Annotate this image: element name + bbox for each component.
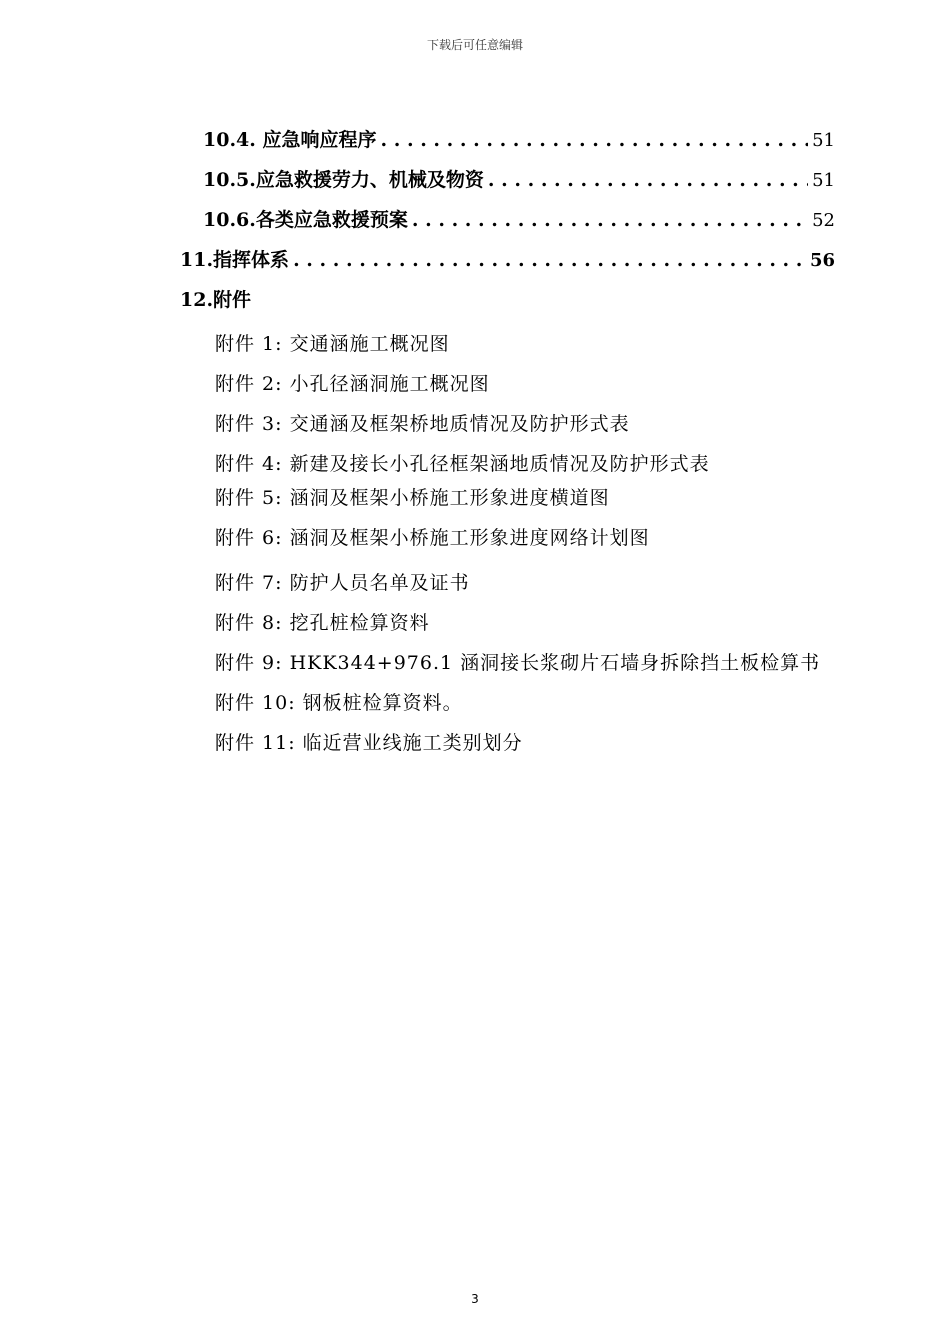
attachment-item: 附件 8: 挖孔桩检算资料 (215, 612, 430, 634)
toc-entry-page: 52 (812, 210, 835, 231)
toc-leader-dots (412, 209, 808, 231)
toc-leader-dots (293, 249, 806, 271)
attachment-item: 附件 7: 防护人员名单及证书 (215, 572, 470, 594)
toc-entry-page: 51 (812, 130, 835, 151)
toc-entry-label: 10.6.各类应急救援预案 (203, 209, 408, 231)
attachment-item: 附件 3: 交通涵及框架桥地质情况及防护形式表 (215, 413, 630, 435)
attachment-item: 附件 5: 涵洞及框架小桥施工形象进度横道图 (215, 487, 610, 509)
attachment-item: 附件 1: 交通涵施工概况图 (215, 333, 450, 355)
toc-entry-11[interactable] (180, 245, 835, 272)
attachment-item: 附件 4: 新建及接长小孔径框架涵地质情况及防护形式表 (215, 453, 710, 475)
attachments-heading: 12.附件 (180, 289, 252, 311)
toc-entry-10-5[interactable] (203, 165, 835, 192)
toc-entry-10-4[interactable] (203, 125, 835, 152)
toc-entry-page: 56 (809, 250, 835, 271)
toc-entry-10-6[interactable] (203, 205, 835, 232)
toc-leader-dots (381, 129, 809, 151)
attachment-item: 附件 2: 小孔径涵洞施工概况图 (215, 373, 490, 395)
attachment-item: 附件 6: 涵洞及框架小桥施工形象进度网络计划图 (215, 527, 650, 549)
attachment-item: 附件 10: 钢板桩检算资料。 (215, 692, 463, 714)
toc-entry-label: 10.4. 应急响应程序 (203, 129, 377, 151)
page-number: 3 (471, 1292, 479, 1306)
attachment-item: 附件 11: 临近营业线施工类别划分 (215, 732, 523, 754)
toc-leader-dots (488, 169, 808, 191)
attachment-item: 附件 9: HKK344+976.1 涵洞接长浆砌片石墙身拆除挡土板检算书 (215, 652, 821, 674)
toc-entry-label: 10.5.应急救援劳力、机械及物资 (203, 169, 484, 191)
toc-entry-page: 51 (812, 170, 835, 191)
toc-entry-label: 11.指挥体系 (180, 249, 290, 271)
header-note: 下载后可任意编辑 (426, 38, 523, 52)
